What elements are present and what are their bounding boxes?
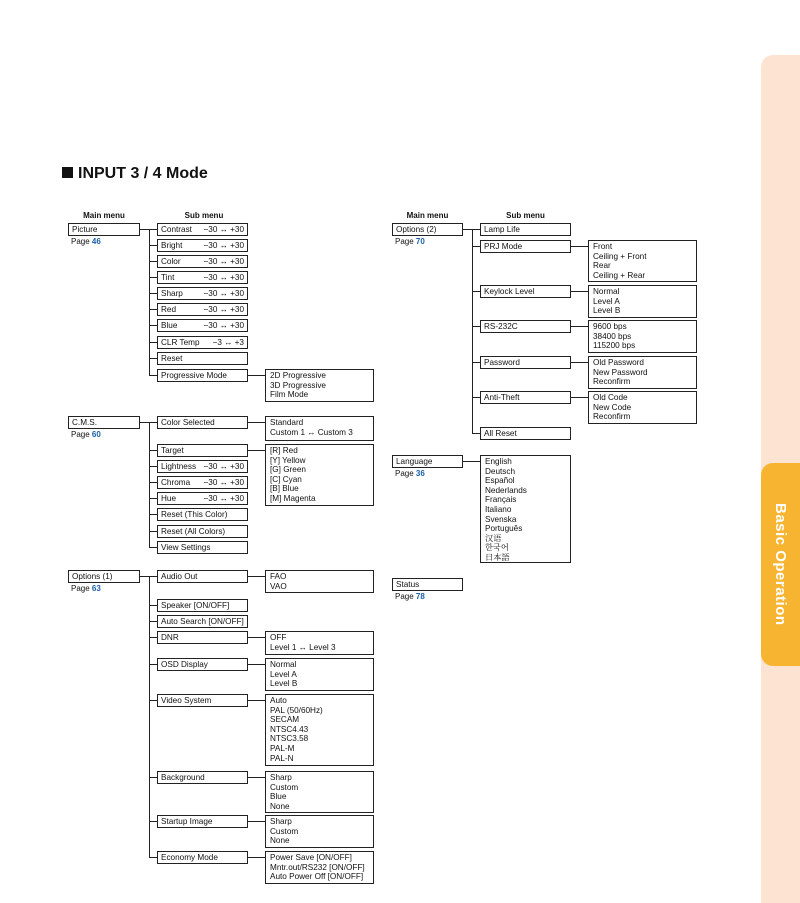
connector-line <box>149 605 157 606</box>
connector-line <box>149 637 157 638</box>
connector-line <box>149 531 157 532</box>
submenu-view-settings[interactable]: View Settings <box>157 541 248 554</box>
connector-line <box>248 664 265 665</box>
connector-line <box>571 291 588 292</box>
connector-line <box>149 664 157 665</box>
connector-line <box>463 461 480 462</box>
submenu-speaker[interactable]: Speaker [ON/OFF] <box>157 599 248 612</box>
submenu-target[interactable]: Target <box>157 444 248 457</box>
page-ref-picture: Page 46 <box>71 237 101 246</box>
options-target: [R] Red [Y] Yellow [G] Green [C] Cyan [B] Blue [M] Magenta <box>265 444 374 506</box>
connector-line <box>149 422 157 423</box>
connector-line <box>248 450 265 451</box>
options-startup-image: Sharp Custom None <box>265 815 374 848</box>
submenu-video-system[interactable]: Video System <box>157 694 248 707</box>
connector-line <box>248 576 265 577</box>
options-dnr: OFF Level 1 ↔ Level 3 <box>265 631 374 655</box>
submenu-color-selected[interactable]: Color Selected <box>157 416 248 429</box>
connector-line <box>149 358 157 359</box>
connector-line <box>472 229 473 434</box>
connector-line <box>149 309 157 310</box>
connector-line <box>149 466 157 467</box>
submenu-clr-temp[interactable]: CLR Temp −3 ↔ +3 <box>157 336 248 349</box>
connector-line <box>248 422 265 423</box>
submenu-startup-image[interactable]: Startup Image <box>157 815 248 828</box>
connector-line <box>472 246 480 247</box>
connector-line <box>149 325 157 326</box>
submenu-dnr[interactable]: DNR <box>157 631 248 644</box>
connector-line <box>149 498 157 499</box>
connector-line <box>149 422 150 548</box>
submenu-chroma[interactable]: Chroma −30 ↔ +30 <box>157 476 248 489</box>
connector-line <box>248 637 265 638</box>
connector-line <box>149 293 157 294</box>
connector-line <box>571 362 588 363</box>
submenu-audio-out[interactable]: Audio Out <box>157 570 248 583</box>
main-menu-options-1[interactable]: Options (1) <box>68 570 140 583</box>
connector-line <box>149 229 150 376</box>
section-heading <box>62 165 208 183</box>
options-language: English Deutsch Español Nederlands Français Italiano Svenska Português 汉语 한국어 日本語 <box>480 455 571 563</box>
connector-line <box>472 362 480 363</box>
submenu-color[interactable]: Color −30 ↔ +30 <box>157 255 248 268</box>
page-ref-options-2: Page 70 <box>395 237 425 246</box>
submenu-auto-search[interactable]: Auto Search [ON/OFF] <box>157 615 248 628</box>
connector-line <box>149 700 157 701</box>
main-menu-cms[interactable]: C.M.S. <box>68 416 140 429</box>
square-bullet-icon <box>62 167 73 178</box>
options-keylock-level: Normal Level A Level B <box>588 285 697 318</box>
page-ref-language: Page 36 <box>395 469 425 478</box>
connector-line <box>149 277 157 278</box>
submenu-lightness[interactable]: Lightness −30 ↔ +30 <box>157 460 248 473</box>
connector-line <box>149 261 157 262</box>
options-color-selected: Standard Custom 1 ↔ Custom 3 <box>265 416 374 441</box>
connector-line <box>149 857 157 858</box>
connector-line <box>248 857 265 858</box>
options-anti-theft: Old Code New Code Reconfirm <box>588 391 697 424</box>
main-menu-status[interactable]: Status <box>392 578 463 591</box>
options-progressive-mode: 2D Progressive 3D Progressive Film Mode <box>265 369 374 402</box>
submenu-keylock-level[interactable]: Keylock Level <box>480 285 571 298</box>
submenu-osd-display[interactable]: OSD Display <box>157 658 248 671</box>
connector-line <box>149 576 157 577</box>
submenu-all-reset[interactable]: All Reset <box>480 427 571 440</box>
connector-line <box>149 342 157 343</box>
connector-line <box>149 482 157 483</box>
connector-line <box>571 326 588 327</box>
column-header-main-right: Main menu <box>406 211 449 220</box>
submenu-password[interactable]: Password <box>480 356 571 369</box>
connector-line <box>149 777 157 778</box>
column-header-sub-left: Sub menu <box>184 211 224 220</box>
connector-line <box>149 514 157 515</box>
submenu-rs-232c[interactable]: RS-232C <box>480 320 571 333</box>
submenu-reset-all-colors[interactable]: Reset (All Colors) <box>157 525 248 538</box>
submenu-blue[interactable]: Blue −30 ↔ +30 <box>157 319 248 332</box>
submenu-background[interactable]: Background <box>157 771 248 784</box>
submenu-hue[interactable]: Hue −30 ↔ +30 <box>157 492 248 505</box>
options-password: Old Password New Password Reconfirm <box>588 356 697 389</box>
connector-line <box>149 450 157 451</box>
submenu-contrast[interactable]: Contrast −30 ↔ +30 <box>157 223 248 236</box>
column-header-main-left: Main menu <box>83 211 125 220</box>
options-background: Sharp Custom Blue None <box>265 771 374 813</box>
main-menu-picture[interactable]: Picture <box>68 223 140 236</box>
connector-line <box>571 246 588 247</box>
column-header-sub-right: Sub menu <box>506 211 545 220</box>
connector-line <box>472 397 480 398</box>
main-menu-options-2[interactable]: Options (2) <box>392 223 463 236</box>
connector-line <box>149 821 157 822</box>
page-ref-cms: Page 60 <box>71 430 101 439</box>
submenu-prj-mode[interactable]: PRJ Mode <box>480 240 571 253</box>
options-economy-mode: Power Save [ON/OFF] Mntr.out/RS232 [ON/OFF] Auto Power Off [ON/OFF] <box>265 851 374 884</box>
options-prj-mode: Front Ceiling + Front Rear Ceiling + Rear <box>588 240 697 282</box>
connector-line <box>149 245 157 246</box>
page-ref-status: Page 78 <box>395 592 425 601</box>
main-menu-language[interactable]: Language <box>392 455 463 468</box>
submenu-reset-this-color[interactable]: Reset (This Color) <box>157 508 248 521</box>
connector-line <box>248 821 265 822</box>
options-video-system: Auto PAL (50/60Hz) SECAM NTSC4.43 NTSC3.58 PAL-M PAL-N <box>265 694 374 766</box>
section-title: INPUT 3 / 4 Mode <box>78 165 208 182</box>
submenu-anti-theft[interactable]: Anti-Theft <box>480 391 571 404</box>
options-osd-display: Normal Level A Level B <box>265 658 374 691</box>
submenu-lamp-life[interactable]: Lamp Life <box>480 223 571 236</box>
connector-line <box>149 621 157 622</box>
connector-line <box>248 375 265 376</box>
connector-line <box>472 229 480 230</box>
submenu-bright[interactable]: Bright −30 ↔ +30 <box>157 239 248 252</box>
connector-line <box>472 433 480 434</box>
connector-line <box>472 291 480 292</box>
connector-line <box>149 229 157 230</box>
submenu-red[interactable]: Red −30 ↔ +30 <box>157 303 248 316</box>
options-audio-out: FAO VAO <box>265 570 374 593</box>
submenu-reset[interactable]: Reset <box>157 352 248 365</box>
page-ref-options-1: Page 63 <box>71 584 101 593</box>
connector-line <box>571 397 588 398</box>
submenu-progressive-mode[interactable]: Progressive Mode <box>157 369 248 382</box>
submenu-economy-mode[interactable]: Economy Mode <box>157 851 248 864</box>
options-rs-232c: 9600 bps 38400 bps 115200 bps <box>588 320 697 353</box>
connector-line <box>149 375 157 376</box>
side-tab-label: Basic Operation <box>772 503 789 626</box>
submenu-tint[interactable]: Tint −30 ↔ +30 <box>157 271 248 284</box>
connector-line <box>149 547 157 548</box>
connector-line <box>248 777 265 778</box>
connector-line <box>472 326 480 327</box>
submenu-sharp[interactable]: Sharp −30 ↔ +30 <box>157 287 248 300</box>
connector-line <box>149 576 150 858</box>
connector-line <box>248 700 265 701</box>
